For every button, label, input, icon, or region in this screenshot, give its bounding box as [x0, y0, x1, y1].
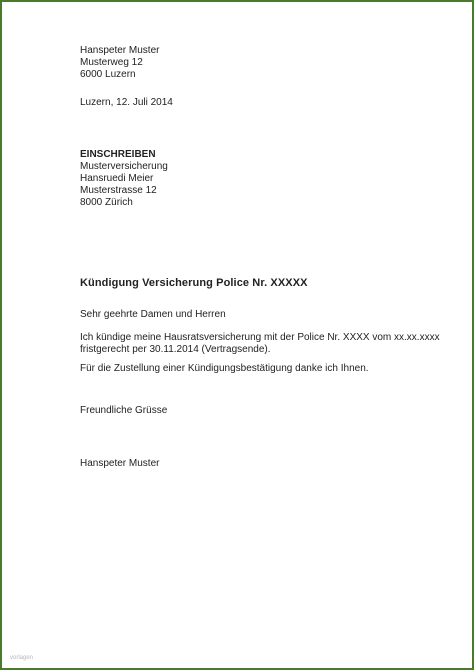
watermark: vorlagen [10, 655, 34, 661]
signature-name: Hanspeter Muster [80, 458, 160, 469]
body-paragraph-1-line-1: Ich kündige meine Hausratsversicherung mit der Police Nr. XXXX vom xx.xx.xxxx [80, 332, 440, 343]
closing-text: Freundliche Grüsse [80, 405, 168, 416]
date-text: Luzern, 12. Juli 2014 [80, 97, 173, 108]
body-paragraph-2-text: Für die Zustellung einer Kündigungsbestätigung danke ich Ihnen. [80, 363, 369, 374]
sender-name: Hanspeter Muster [80, 45, 160, 56]
recipient-contact: Hansruedi Meier [80, 173, 154, 184]
recipient-company: Musterversicherung [80, 161, 168, 172]
sender-street: Musterweg 12 [80, 57, 143, 68]
body-paragraph-1 [80, 332, 440, 356]
delivery-mode: EINSCHREIBEN [80, 149, 156, 160]
subject-text: Kündigung Versicherung Police Nr. XXXXX [80, 277, 308, 289]
closing [80, 405, 167, 417]
date-line [80, 97, 173, 109]
sender-city: 6000 Luzern [80, 69, 136, 80]
salutation [80, 309, 226, 321]
recipient-address [80, 149, 168, 209]
recipient-city: 8000 Zürich [80, 197, 133, 208]
body-paragraph-2 [80, 363, 369, 375]
salutation-text: Sehr geehrte Damen und Herren [80, 309, 226, 320]
subject-line [80, 277, 308, 289]
body-paragraph-1-line-2: fristgerecht per 30.11.2014 (Vertragsende). [80, 344, 271, 355]
recipient-street: Musterstrasse 12 [80, 185, 157, 196]
signature [80, 458, 159, 470]
sender-address [80, 45, 159, 81]
